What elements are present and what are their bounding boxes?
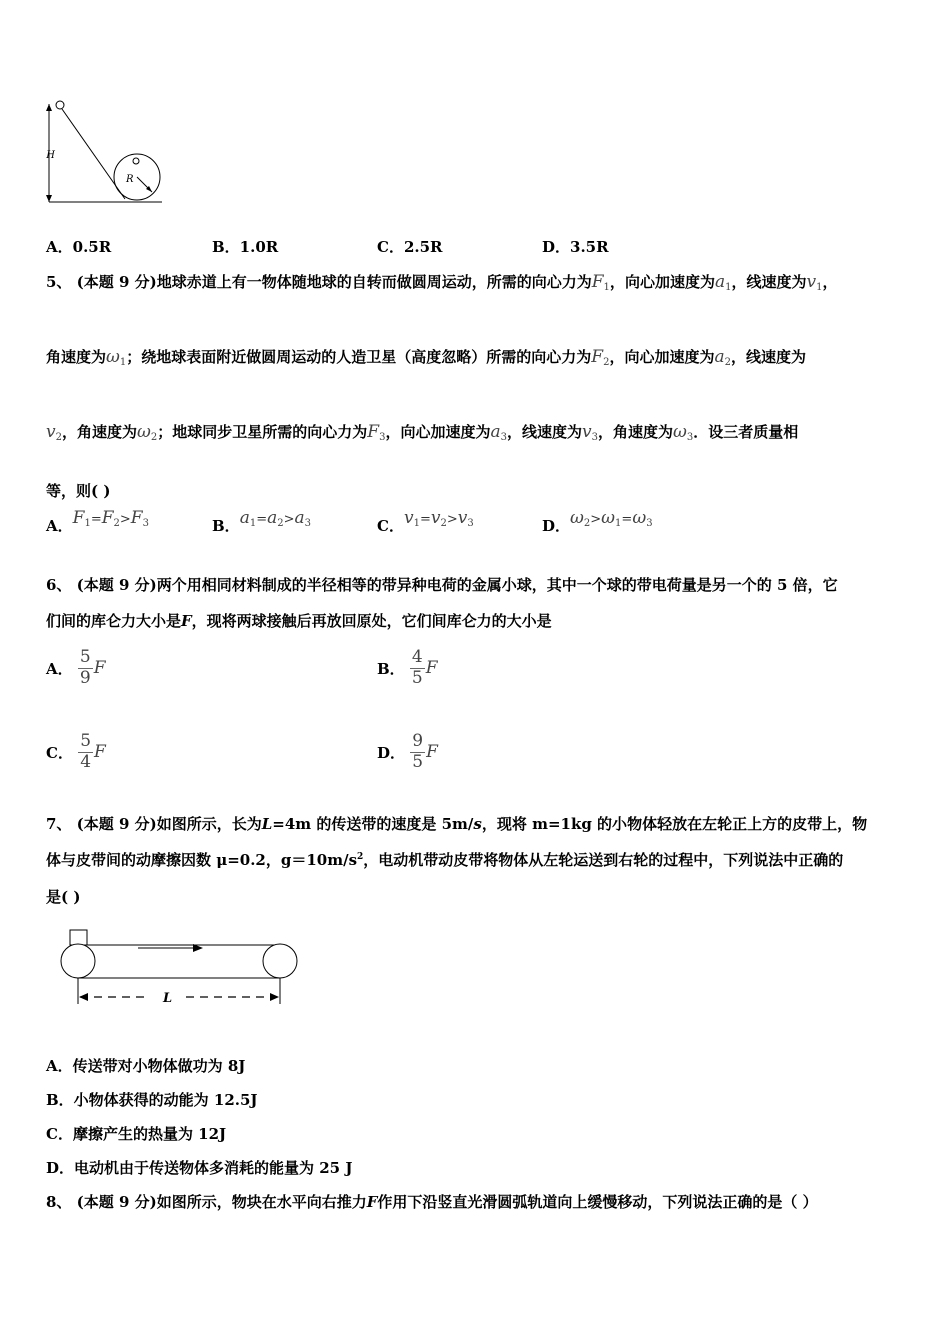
q5-option-b[interactable]: B．$a_1=a_2>a_3$ — [212, 508, 312, 535]
q5-option-d[interactable]: D．$\omega_2>\omega_1=\omega_3$ — [542, 508, 653, 535]
q6-line-1: 6、 (本题 9 分)两个用相同材料制成的半径相等的带异种电荷的金属小球，其中一个球的带电荷量是另一个的 5 倍，它 — [46, 576, 838, 594]
q4-option-c[interactable]: C．2.5R — [377, 238, 443, 256]
q4-option-a[interactable]: A．0.5R — [46, 238, 112, 256]
q5-option-c[interactable]: C．$v_1=v_2>v_3$ — [377, 508, 474, 535]
q5-line-3: $v_2$，角速度为$\omega_2$；地球同步卫星所需的向心力为$F_3$，向心加速度为$a_3$，线速度为$v_3$，角速度为$\omega_3$．设三者质量相 — [46, 422, 799, 443]
belt-length-label: L — [163, 991, 173, 1006]
q6-option-d[interactable]: D． $\frac{9}{5}$ F — [377, 731, 438, 772]
q4-option-b[interactable]: B．1.0R — [212, 238, 279, 256]
q7-line-1: 7、 (本题 9 分)如图所示，长为L=4m 的传送带的速度是 5m/s，现将 m=1kg 的小物体轻放在左轮正上方的皮带上，物 — [46, 815, 868, 833]
q8-line-1: 8、 (本题 9 分)如图所示，物块在水平向右推力F作用下沿竖直光滑圆弧轨道向上缓慢移动，下列说法正确的是（ ） — [46, 1193, 818, 1211]
q5-line-4: 等，则( ) — [46, 482, 111, 500]
q7-line-2: 体与皮带间的动摩擦因数 μ=0.2，$g=10m/s^2$，电动机带动皮带将物体从左轮运送到右轮的过程中，下列说法中正确的 — [46, 851, 844, 869]
q6-line-2: 们间的库仑力大小是F，现将两球接触后再放回原处，它们间库仑力的大小是 — [46, 612, 552, 630]
ramp-loop-figure — [40, 98, 170, 208]
q7-option-c[interactable]: C．摩擦产生的热量为 12J — [46, 1125, 227, 1143]
radius-label: R — [126, 174, 134, 185]
conveyor-belt-figure — [58, 928, 303, 1010]
height-label: H — [46, 150, 55, 161]
q6-option-b[interactable]: B． $\frac{4}{5}$ F — [377, 647, 438, 688]
q7-option-a[interactable]: A．传送带对小物体做功为 8J — [46, 1057, 246, 1075]
q5-option-a[interactable]: A．$F_1=F_2>F_3$ — [46, 508, 149, 535]
q7-line-3: 是( ) — [46, 888, 81, 906]
q7-option-b[interactable]: B．小物体获得的动能为 12.5J — [46, 1091, 258, 1109]
q6-option-a[interactable]: A． $\frac{5}{9}$ F — [46, 647, 106, 688]
q5-line-1: 5、 (本题 9 分)地球赤道上有一物体随地球的自转而做圆周运动，所需的向心力为$F_1$，向心加速度为$a_1$，线速度为$v_1$， — [46, 272, 838, 293]
q7-option-d[interactable]: D．电动机由于传送物体多消耗的能量为 25 J — [46, 1159, 353, 1177]
q4-option-d[interactable]: D．3.5R — [542, 238, 609, 256]
q5-line-2: 角速度为$\omega_1$；绕地球表面附近做圆周运动的人造卫星（高度忽略）所需的向心力为$F_2$，向心加速度为$a_2$，线速度为 — [46, 347, 806, 368]
q6-option-c[interactable]: C． $\frac{5}{4}$ F — [46, 731, 106, 772]
